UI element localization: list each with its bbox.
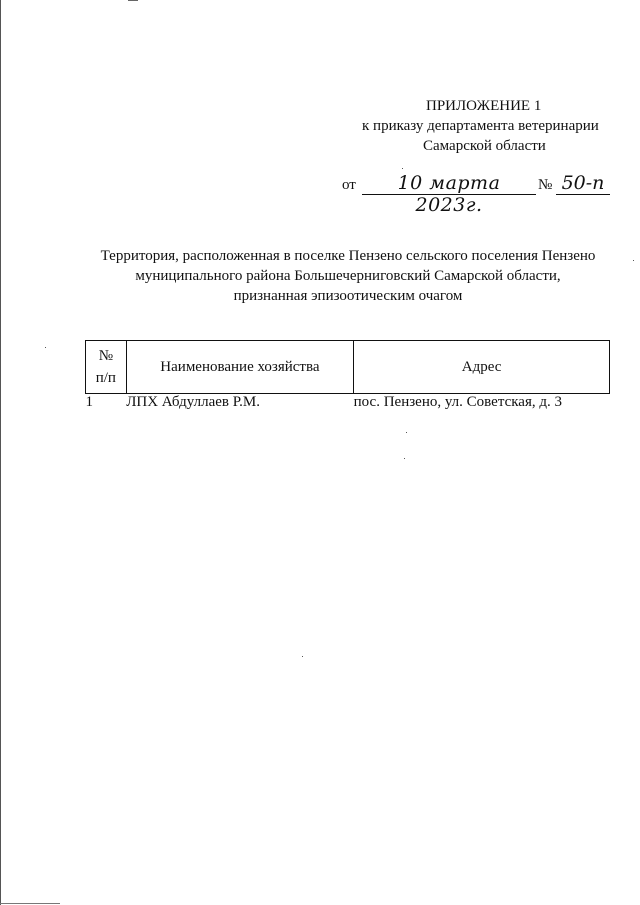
scan-speck [406, 432, 407, 433]
scan-speck [633, 260, 634, 261]
row-farm-name: ЛПХ Абдуллаев Р.М. [126, 394, 261, 410]
header-number-sign: № [98, 348, 113, 364]
farms-table [85, 340, 610, 418]
handwritten-order-number: 50-п [556, 172, 610, 195]
table-row [86, 394, 610, 419]
handwritten-date: 10 марта 2023г. [362, 172, 536, 195]
scan-mark [128, 0, 138, 1]
header-address: Адрес [354, 341, 610, 394]
scan-speck [302, 656, 303, 657]
scan-border-bottom [0, 903, 60, 904]
order-date-prefix: от [342, 177, 356, 193]
order-number-sign: № [538, 177, 553, 193]
appendix-order-reference: к приказу департамента ветеринарии [362, 118, 599, 134]
header-number-pp: п/п [95, 370, 116, 386]
header-number [86, 341, 127, 394]
scan-speck [45, 347, 46, 348]
appendix-heading: ПРИЛОЖЕНИЕ 1 [426, 98, 542, 114]
scan-speck [402, 168, 403, 169]
scan-speck [404, 458, 405, 459]
document-title [80, 246, 616, 306]
row-address: пос. Пензено, ул. Советская, д. 3 [353, 394, 562, 410]
appendix-region: Самарской области [423, 138, 546, 154]
title-line-1: Территория, расположенная в поселке Пензено сельского поселения Пензено [100, 248, 596, 264]
header-farm-name: Наименование хозяйства [126, 341, 353, 394]
scan-border-left [0, 0, 1, 905]
order-date-number [342, 172, 612, 216]
title-line-3: признанная эпизоотическим очагом [233, 288, 463, 304]
table-header-row [86, 341, 610, 394]
title-line-2: муниципального района Большечерниговский Самарской области, [135, 268, 561, 284]
row-number: 1 [85, 394, 93, 410]
